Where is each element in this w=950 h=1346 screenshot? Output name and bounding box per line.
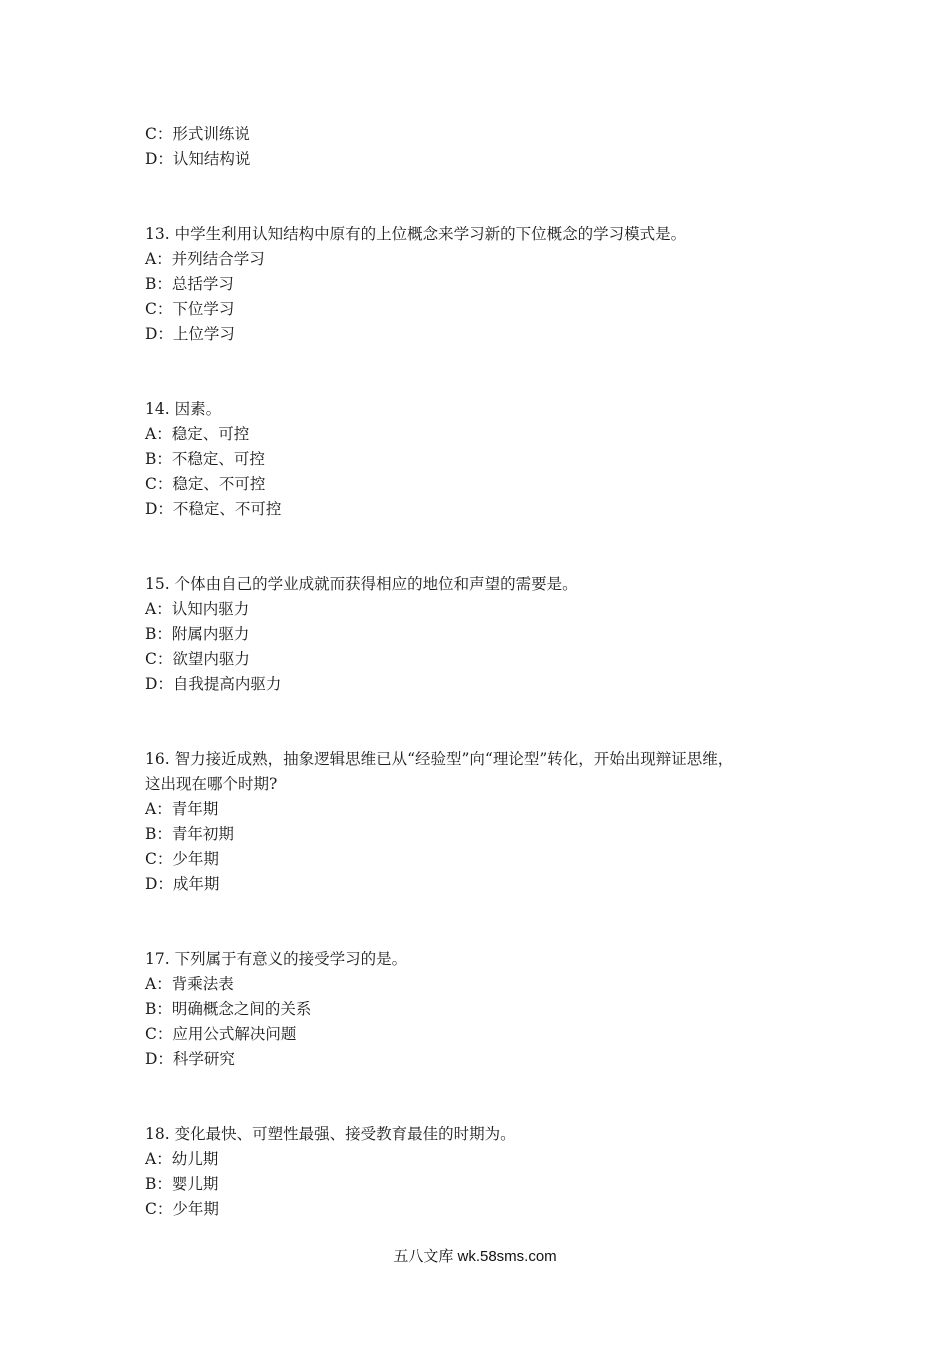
question-stem: 17. 下列属于有意义的接受学习的是。 — [145, 950, 408, 968]
option-a: A：青年期 — [145, 800, 219, 818]
question-stem-line-1: 16. 智力接近成熟，抽象逻辑思维已从“经验型”向“理论型”转化，开始出现辩证思维， — [145, 750, 734, 768]
question-17 — [145, 947, 845, 1072]
question-15 — [145, 572, 845, 697]
option-c: C：应用公式解决问题 — [145, 1025, 297, 1043]
option-c: C：形式训练说 — [145, 125, 250, 143]
question-13 — [145, 222, 845, 347]
option-d: D：认知结构说 — [145, 150, 251, 168]
question-stem: 13. 中学生利用认知结构中原有的上位概念来学习新的下位概念的学习模式是。 — [145, 225, 687, 243]
question-16 — [145, 747, 845, 897]
option-c: C：少年期 — [145, 850, 219, 868]
option-d: D：自我提高内驱力 — [145, 675, 282, 693]
question-14 — [145, 397, 845, 522]
option-a: A：背乘法表 — [145, 975, 234, 993]
question-stem: 15. 个体由自己的学业成就而获得相应的地位和声望的需要是。 — [145, 575, 578, 593]
option-b: B：青年初期 — [145, 825, 234, 843]
option-c: C：稳定、不可控 — [145, 475, 266, 493]
option-d: D：上位学习 — [145, 325, 235, 343]
option-a: A：认知内驱力 — [145, 600, 250, 618]
option-d: D：科学研究 — [145, 1050, 235, 1068]
option-c: C：欲望内驱力 — [145, 650, 250, 668]
option-b: B：总括学习 — [145, 275, 234, 293]
option-c: C：少年期 — [145, 1200, 219, 1218]
option-d: D：不稳定、不可控 — [145, 500, 282, 518]
question-12-continuation — [145, 122, 845, 172]
option-c: C：下位学习 — [145, 300, 235, 318]
question-list — [145, 122, 845, 1222]
option-b: B：明确概念之间的关系 — [145, 1000, 312, 1018]
question-stem-line-2: 这出现在哪个时期? — [145, 775, 278, 793]
option-a: A：幼儿期 — [145, 1150, 219, 1168]
option-b: B：附属内驱力 — [145, 625, 250, 643]
question-stem: 14. 因素。 — [145, 400, 222, 418]
question-18 — [145, 1122, 845, 1222]
page-footer: 五八文库 wk.58sms.com — [393, 1248, 557, 1265]
option-d: D：成年期 — [145, 875, 220, 893]
option-b: B：婴儿期 — [145, 1175, 219, 1193]
question-stem: 18. 变化最快、可塑性最强、接受教育最佳的时期为。 — [145, 1125, 516, 1143]
option-b: B：不稳定、可控 — [145, 450, 265, 468]
option-a: A：稳定、可控 — [145, 425, 250, 443]
option-a: A：并列结合学习 — [145, 250, 265, 268]
